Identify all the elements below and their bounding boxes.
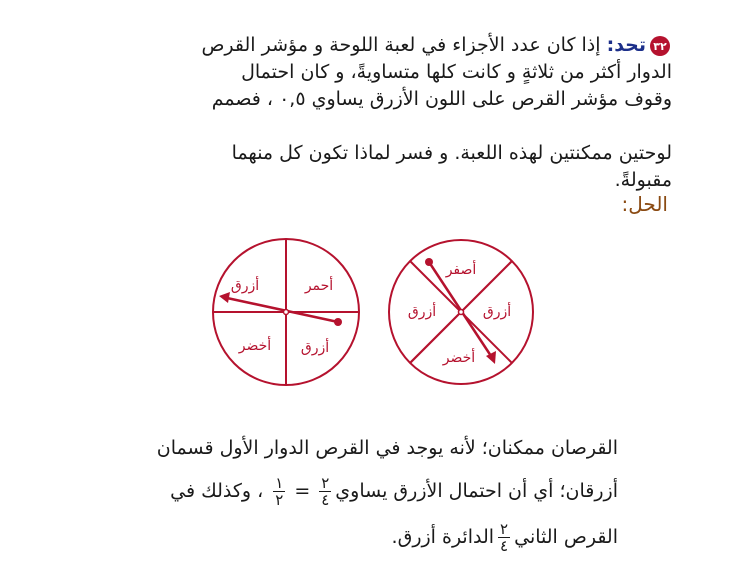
- spinner-2: [385, 236, 537, 388]
- spinner-2-label-right: أزرق: [482, 304, 512, 320]
- spinner-1-label-bottom-right: أزرق: [300, 340, 330, 356]
- problem-text: [112, 32, 672, 194]
- spinner-2-label-top: أصفر: [445, 262, 477, 278]
- fraction-one-half: $\frac{١}{٢}$: [275, 473, 284, 509]
- answer-line-1: القرصان ممكنان؛ لأنه يوجد في القرص الدوار الأول قسمان: [156, 437, 618, 459]
- answer-line-2: أزرقان؛ أي أن احتمال الأزرق يساوي $\frac{٢}{٤}$ = $\frac{١}{٢}$ ، وكذلك في: [170, 473, 618, 509]
- spinner-2-label-bottom: أخضر: [442, 350, 476, 366]
- spinner-1-label-top-right: أحمر: [304, 278, 334, 294]
- problem-line-1: تحد: إذا كان عدد الأجزاء في لعبة اللوحة و مؤشر القرص: [201, 34, 646, 56]
- solution-label: الحل:: [621, 192, 668, 216]
- spinner-1-label-bottom-left: أخضر: [238, 338, 272, 354]
- spinner-1: [205, 236, 367, 388]
- fraction-two-fourths-b: $\frac{٢}{٤}$: [500, 519, 509, 555]
- answer-text: [78, 428, 618, 560]
- problem-number-badge: ٣٢: [650, 36, 670, 56]
- challenge-label: تحد:: [606, 34, 646, 56]
- problem-line-5: مقبولةً.: [614, 169, 672, 191]
- equals-sign: =: [294, 480, 311, 502]
- problem-line-2: الدوار أكثر من ثلاثةٍ و كانت كلها متساويةً، و كان احتمال: [241, 61, 672, 83]
- problem-line-3: وقوف مؤشر القرص على اللون الأزرق يساوي ٠,٥ ، فصمم: [211, 88, 672, 110]
- spinner-1-arrowhead: [219, 292, 230, 303]
- problem-line-4: لوحتين ممكنتين لهذه اللعبة. و فسر لماذا تكون كل منهما: [231, 142, 672, 164]
- answer-line-3: القرص الثاني $\frac{٢}{٤}$ الدائرة أزرق.: [391, 519, 618, 555]
- spinner-2-label-left: أزرق: [407, 304, 437, 320]
- spinner-1-label-top-left: أزرق: [230, 278, 260, 294]
- fraction-two-fourths: $\frac{٢}{٤}$: [321, 473, 330, 509]
- spinner-1-pointer: [227, 298, 338, 322]
